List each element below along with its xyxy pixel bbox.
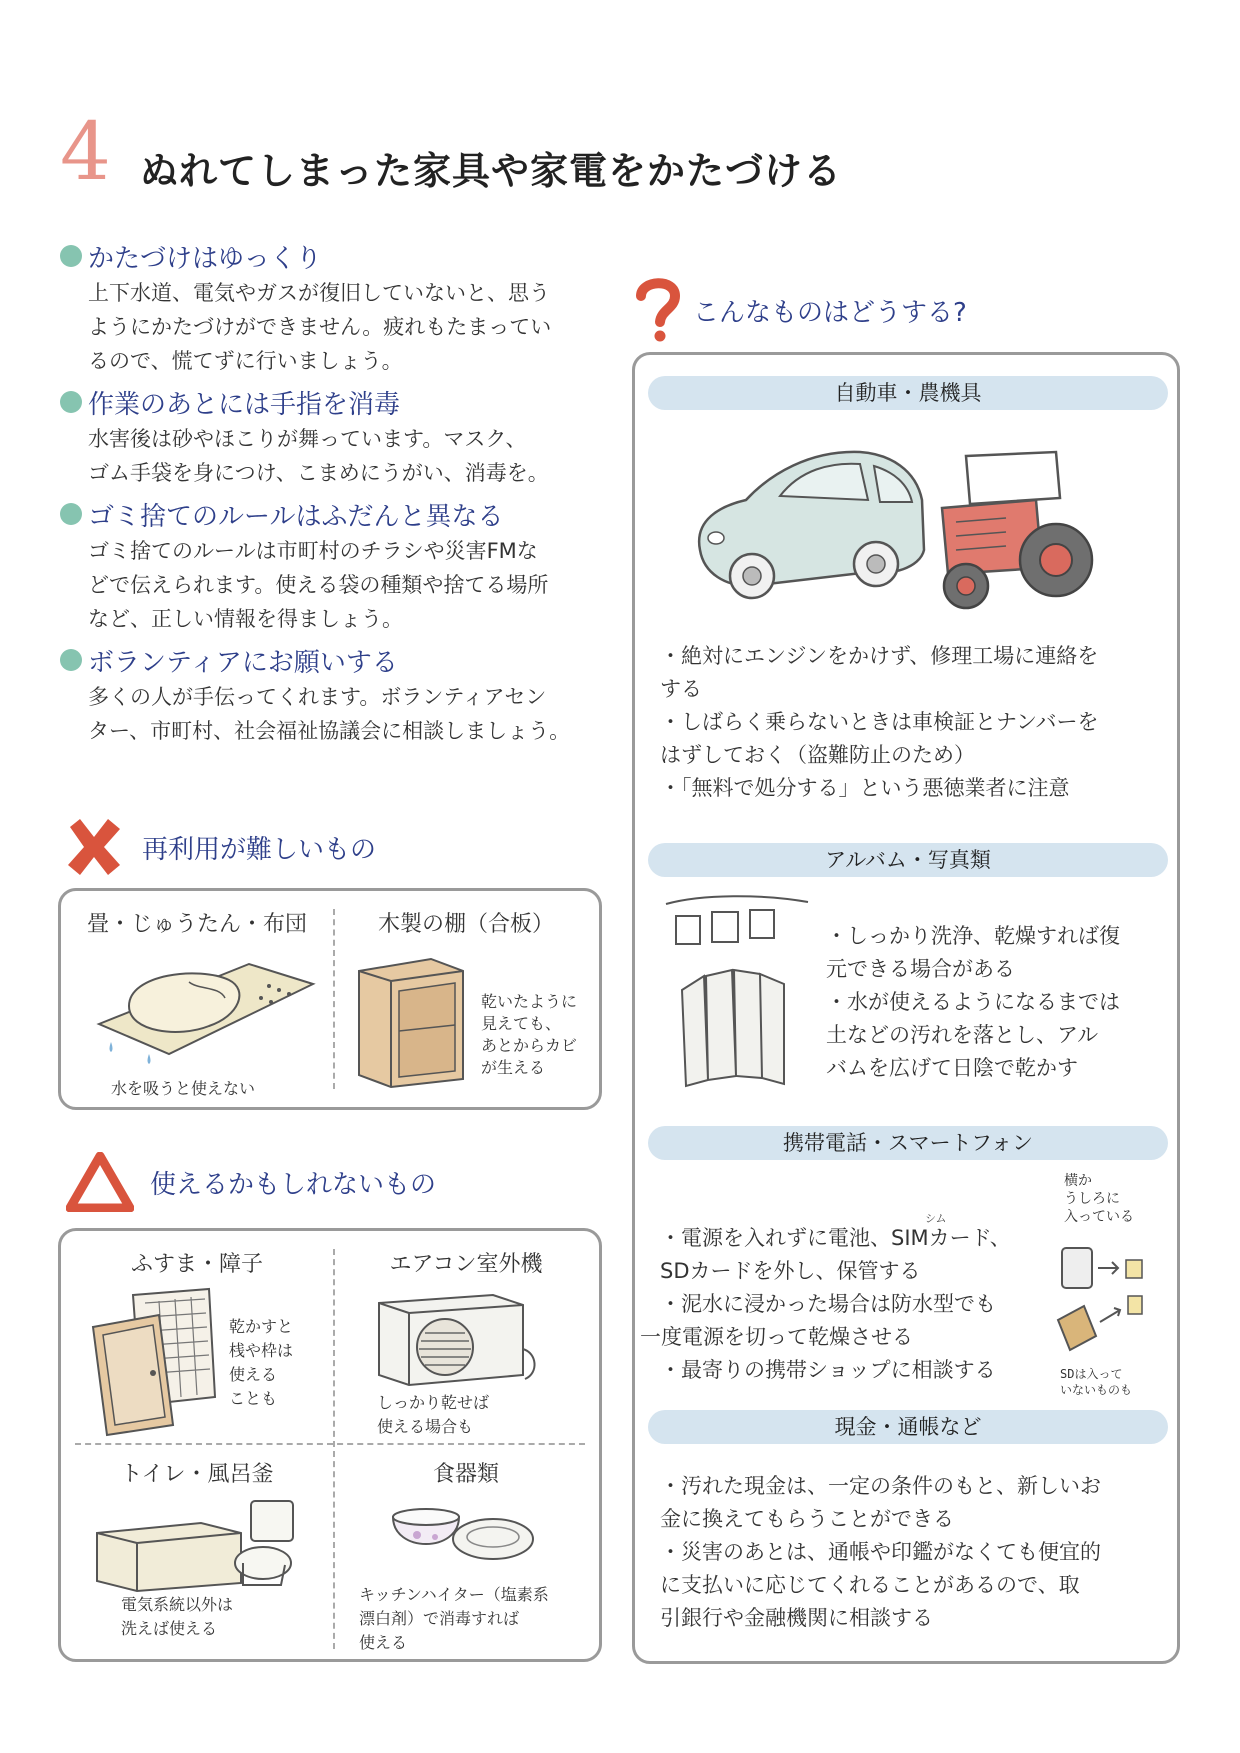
item-tatami: 畳・じゅうたん・布団 水を吸うと使えない xyxy=(61,891,333,1107)
bullet-dot-icon xyxy=(60,245,82,267)
bath-toilet-illustration xyxy=(91,1493,311,1593)
bullet-item: ・水が使えるようになるまでは 土などの汚れを落とし、アル バムを広げて日陰で乾かす xyxy=(826,990,1120,1080)
bullet-item: ・最寄りの携帯ショップに相談する xyxy=(660,1358,996,1382)
item-ac-outdoor-unit: エアコン室外機 しっかり乾せば 使える場合も xyxy=(333,1231,599,1443)
tractor-illustration xyxy=(926,448,1096,618)
section-number: 4 xyxy=(60,105,111,198)
phone-note-bottom: SDは入って いないものも xyxy=(1060,1367,1133,1397)
ac-note: しっかり乾せば 使える場合も xyxy=(377,1393,490,1436)
tip-body: 水害後は砂やほこりが舞っています。マスク、 ゴム手袋を身につけ、こまめにうがい、消毒を。 xyxy=(88,427,549,485)
bullet-item: ・「無料で処分する」という悪徳業者に注意 xyxy=(660,776,1070,800)
faq-bullets-phone xyxy=(640,1222,1070,1387)
mold-note: 乾いたように 見えても、 あとからカビ が生える xyxy=(481,992,578,1077)
bullet-item: ・泥水に浸かった場合は防水型でも 一度電源を切って乾燥させる xyxy=(640,1292,996,1349)
tip-item xyxy=(60,382,620,490)
bullet-dot-icon xyxy=(60,503,82,525)
phone-note-top: 横か うしろに 入っている xyxy=(1064,1173,1134,1225)
bullet-dot-icon xyxy=(60,649,82,671)
bullet-item: ・災害のあとは、通帳や印鑑がなくても便宜的 に支払いに応じてくれることがあるので、取 引銀行や金融機関に相談する xyxy=(660,1540,1101,1630)
bullet-item: ・汚れた現金は、一定の条件のもと、新しいお 金に換えてもらうことができる xyxy=(660,1474,1101,1531)
tips-list xyxy=(60,236,620,752)
album-photos-illustration xyxy=(662,890,812,1090)
tip-body: 上下水道、電気やガスが復旧していないと、思う ようにかたづけができません。疲れもたまってい るので、慌てずに行いましょう。 xyxy=(88,281,552,373)
faq-section-title: アルバム・写真類 xyxy=(648,843,1168,877)
triangle-mark-icon xyxy=(66,1152,134,1212)
sim-ruby: シム xyxy=(925,1212,947,1225)
tip-heading: ボランティアにお願いする xyxy=(88,647,398,678)
faq-bullets-cash xyxy=(660,1470,1170,1635)
tatami-futon-illustration xyxy=(89,946,319,1066)
faq-bullets-album xyxy=(826,920,1166,1085)
item-tableware: 食器類 キッチンハイター（塩素系 漂白剤）で消毒すれば 使える xyxy=(333,1443,599,1659)
ac-unit-illustration xyxy=(373,1289,543,1399)
tip-item xyxy=(60,494,620,636)
maybe-usable-box xyxy=(58,1228,602,1662)
fusuma-note: 乾かすと 桟や枠は 使える ことも xyxy=(229,1317,294,1408)
tableware-note: キッチンハイター（塩素系 漂白剤）で消毒すれば 使える xyxy=(359,1585,549,1652)
cross-mark-icon xyxy=(62,815,126,879)
tip-heading: 作業のあとには手指を消毒 xyxy=(88,389,401,420)
faq-section-title: 自動車・農機具 xyxy=(648,376,1168,410)
page-title: ぬれてしまった家具や家電をかたづける xyxy=(140,148,843,193)
faq-section-title: 現金・通帳など xyxy=(648,1410,1168,1444)
bullet-item: ・絶対にエンジンをかけず、修理工場に連絡を する xyxy=(660,644,1099,701)
bullet-item: ・しっかり洗浄、乾燥すれば復 元できる場合がある xyxy=(826,924,1120,981)
wooden-shelf-illustration xyxy=(351,951,471,1091)
hard-to-reuse-heading: 再利用が難しいもの xyxy=(62,815,376,879)
toilet-note: 電気系統以外は 洗えば使える xyxy=(121,1595,234,1638)
tip-item xyxy=(60,236,620,378)
item-fusuma: ふすま・障子 乾かすと 桟や枠は 使える ことも xyxy=(61,1231,333,1443)
bullet-item: ・電源を入れずに電池、SIMカード、 SDカードを外し、保管する xyxy=(660,1226,1011,1283)
faq-section-title: 携帯電話・スマートフォン xyxy=(648,1126,1168,1160)
item-wooden-shelf: 木製の棚（合板） 乾いたように 見えても、 あとからカビ が生える xyxy=(333,891,599,1107)
tip-item xyxy=(60,640,620,748)
tip-heading: ゴミ捨てのルールはふだんと異なる xyxy=(88,501,504,532)
faq-heading: こんなものはどうする? xyxy=(635,278,967,342)
tip-heading: かたづけはゆっくり xyxy=(88,243,322,274)
maybe-usable-heading: 使えるかもしれないもの xyxy=(66,1152,436,1212)
tip-body: ゴミ捨てのルールは市町村のチラシや災害FMな どで伝えられます。使える袋の種類や捨てる場所 など、正しい情報を得ましょう。 xyxy=(88,539,549,631)
car-illustration xyxy=(690,440,930,610)
bullet-item: ・しばらく乗らないときは車検証とナンバーを はずしておく（盗難防止のため） xyxy=(660,710,1099,767)
phone-sd-card-illustration xyxy=(1054,1240,1164,1360)
bullet-dot-icon xyxy=(60,391,82,413)
tableware-illustration xyxy=(387,1497,537,1577)
item-toilet-bath: トイレ・風呂釜 電気系統以外は 洗えば使える xyxy=(61,1443,333,1659)
faq-bullets-car xyxy=(660,640,1170,805)
hard-to-reuse-box xyxy=(58,888,602,1110)
tip-body: 多くの人が手伝ってくれます。ボランティアセン ター、市町村、社会福祉協議会に相談しましょう。 xyxy=(88,685,571,743)
question-mark-icon xyxy=(635,278,681,342)
fusuma-illustration xyxy=(89,1287,229,1437)
